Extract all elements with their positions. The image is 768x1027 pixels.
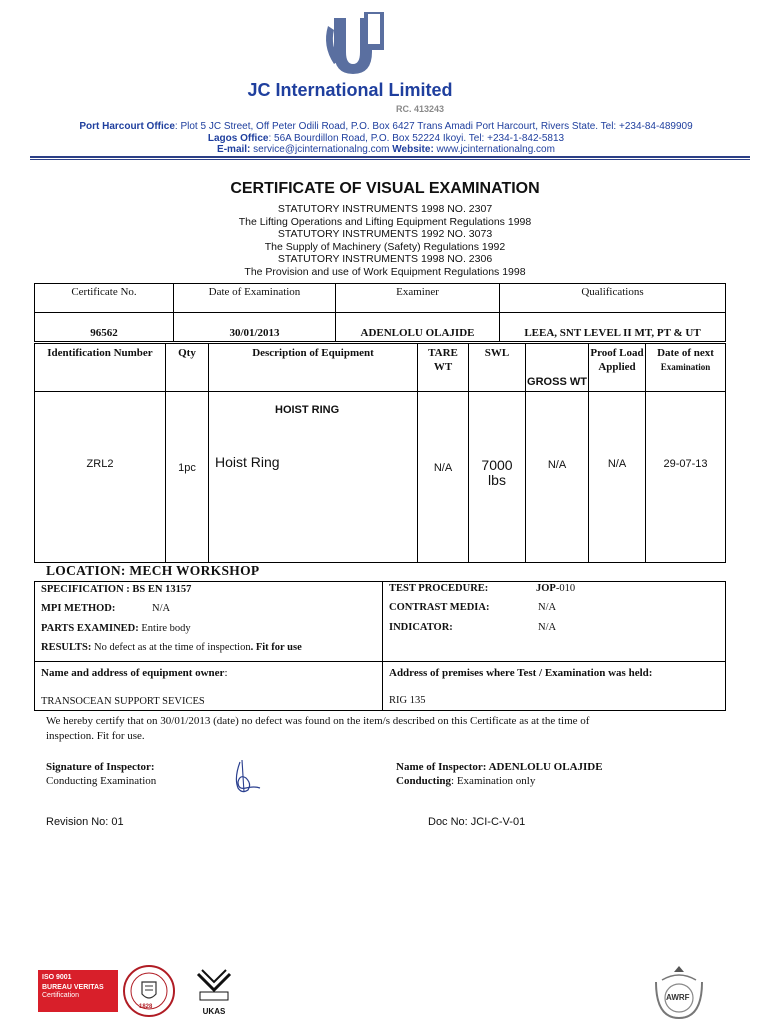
- indicator-label-text: INDICATOR:: [389, 622, 453, 633]
- certificate-info-table: [34, 283, 726, 342]
- owner-label-line: [41, 667, 228, 679]
- regulation-line: The Supply of Machinery (Safety) Regulations 1992: [264, 241, 506, 253]
- regulation-line: STATUTORY INSTRUMENTS 1998 NO. 2306: [277, 253, 493, 265]
- location-heading: LOCATION: MECH WORKSHOP: [46, 563, 260, 578]
- conducting-value: : Examination only: [451, 775, 536, 787]
- ph-office-line: [0, 121, 768, 133]
- email-link[interactable]: service@jcinternationalng.com: [250, 144, 390, 155]
- exam-date: 30/01/2013: [174, 313, 336, 342]
- owner-value: TRANSOCEAN SUPPORT SEVICES: [41, 696, 205, 707]
- details-divider: [382, 581, 383, 661]
- spec-label: SPECIFICATION :: [41, 584, 130, 595]
- qualifications: LEEA, SNT LEVEL II MT, PT & UT: [500, 313, 726, 342]
- bureau-veritas-seal: [122, 964, 176, 1018]
- signature-label: Signature of Inspector:: [46, 761, 155, 773]
- regulation-line: STATUTORY INSTRUMENTS 1992 NO. 3073: [277, 228, 493, 240]
- header-identification: Identification Number: [35, 344, 166, 392]
- header-next-examination: Examination: [660, 362, 711, 372]
- ph-office-label: Port Harcourt Office: [79, 121, 175, 132]
- results-fit: . Fit for use: [250, 642, 302, 653]
- revision-number: Revision No: 01: [46, 816, 124, 828]
- ukas-logo: [194, 966, 234, 1016]
- indicator-label: [389, 622, 453, 633]
- spec-value: BS EN 13157: [129, 584, 192, 595]
- item-description: Hoist Ring: [215, 454, 280, 470]
- header-qty: Qty: [166, 344, 209, 392]
- header-qualifications: Qualifications: [500, 284, 726, 313]
- inspector-name-label: Name of Inspector:: [396, 761, 489, 773]
- header-divider-thin: [30, 159, 750, 160]
- parts-value: Entire body: [138, 623, 191, 634]
- header-proof-load: Proof Load Applied: [589, 344, 646, 392]
- examiner-name: ADENLOLU OLAJIDE: [336, 313, 500, 342]
- bureau-veritas-label: BUREAU VERITAS: [42, 984, 104, 991]
- test-procedure-label: [389, 583, 488, 594]
- inspector-signature: [230, 758, 266, 798]
- item-swl: [469, 392, 526, 563]
- regulation-line: The Lifting Operations and Lifting Equipment Regulations 1998: [238, 216, 532, 228]
- iso-certification-badge: [38, 970, 118, 1012]
- contrast-media-label-text: CONTRAST MEDIA:: [389, 602, 490, 613]
- item-description-cell: [209, 392, 418, 563]
- premises-label: Address of premises where Test / Examination was held:: [389, 667, 653, 679]
- contrast-media-value: N/A: [538, 602, 557, 613]
- email-label: E-mail:: [217, 144, 251, 155]
- contact-line: [0, 144, 768, 156]
- company-name: JC International Limited: [247, 80, 453, 100]
- inspector-name: ADENLOLU OLAJIDE: [488, 761, 603, 773]
- signature-label-line: [46, 761, 155, 773]
- premises-label-line: [389, 667, 652, 679]
- certify-line-1: We hereby certify that on 30/01/2013 (date) no defect was found on the item/s described on this Certificate as at the time of: [46, 715, 590, 727]
- awrf-logo: [648, 962, 710, 1022]
- inspector-name-line: [396, 761, 603, 773]
- results-label: RESULTS:: [41, 642, 92, 653]
- bv-year: 1828: [139, 1004, 153, 1010]
- equipment-table: [34, 343, 726, 563]
- ukas-label: UKAS: [202, 1007, 226, 1016]
- owner-divider: [382, 661, 383, 710]
- item-id: ZRL2: [35, 392, 166, 563]
- parts-line: [41, 623, 191, 634]
- table-row: [35, 392, 726, 563]
- item-gross: N/A: [526, 392, 589, 563]
- header-examiner: Examiner: [336, 284, 500, 313]
- item-next-date: 29-07-13: [646, 392, 726, 563]
- item-group-title: HOIST RING: [275, 404, 340, 416]
- results-line: [41, 642, 302, 653]
- item-proof: N/A: [589, 392, 646, 563]
- item-tare: N/A: [418, 392, 469, 563]
- certify-line-2: inspection. Fit for use.: [46, 730, 145, 742]
- mpi-line: [41, 603, 115, 614]
- certification-label: Certification: [42, 992, 79, 999]
- regulation-line: STATUTORY INSTRUMENTS 1998 NO. 2307: [277, 203, 493, 215]
- header-tare-wt: TARE WT: [418, 344, 469, 392]
- conducting-label: Conducting: [396, 775, 452, 787]
- item-swl-value: 7000 lbs: [481, 457, 513, 488]
- certificate-no: 96562: [35, 313, 174, 342]
- header-exam-date: Date of Examination: [174, 284, 336, 313]
- test-procedure-number: -010: [555, 583, 576, 594]
- rc-number: RC. 413243: [396, 104, 445, 114]
- item-qty: 1pc: [166, 392, 209, 563]
- spec-line: [41, 584, 191, 595]
- header-gross-wt: GROSS WT: [526, 344, 589, 392]
- test-procedure-value: [536, 583, 575, 594]
- parts-label: PARTS EXAMINED:: [41, 623, 139, 634]
- document-number: Doc No: JCI-C-V-01: [428, 816, 526, 828]
- header-swl: SWL: [469, 344, 526, 392]
- test-procedure-prefix: JOP: [536, 583, 556, 594]
- indicator-value: N/A: [538, 622, 557, 633]
- lagos-office-text: : 56A Bourdillon Road, P.O. Box 52224 Ikoyi. Tel: +234-1-842-5813: [268, 133, 565, 144]
- header-divider: [30, 156, 750, 158]
- header-next-exam: [646, 344, 726, 392]
- awrf-label: AWRF: [666, 993, 690, 1002]
- premises-value: RIG 135: [389, 695, 426, 706]
- owner-colon: :: [224, 667, 228, 679]
- header-certificate-no: Certificate No.: [35, 284, 174, 313]
- website-label: Website:: [389, 144, 434, 155]
- lagos-office-label: Lagos Office: [207, 133, 269, 144]
- header-next-date: Date of next: [657, 347, 714, 359]
- regulation-line: The Provision and use of Work Equipment Regulations 1998: [244, 266, 526, 278]
- results-value: No defect as at the time of inspection: [91, 642, 251, 653]
- header-description: Description of Equipment: [209, 344, 418, 392]
- certificate-title: CERTIFICATE OF VISUAL EXAMINATION: [230, 180, 540, 197]
- ph-office-text: : Plot 5 JC Street, Off Peter Odili Road, P.O. Box 6427 Trans Amadi Port Harcourt, Rivers State. Tel: +234-84-489909: [174, 121, 693, 132]
- mpi-value: N/A: [152, 603, 171, 614]
- owner-label: Name and address of equipment owner: [41, 667, 225, 679]
- conducting-line: [396, 775, 535, 787]
- company-logo: [320, 12, 386, 78]
- mpi-label: MPI METHOD:: [41, 603, 116, 614]
- signature-sub: Conducting Examination: [46, 775, 157, 787]
- website-link[interactable]: www.jcinternationalng.com: [433, 144, 555, 155]
- contrast-media-label: [389, 602, 489, 613]
- test-procedure-label-text: TEST PROCEDURE:: [389, 583, 489, 594]
- iso-label: ISO 9001: [42, 974, 72, 981]
